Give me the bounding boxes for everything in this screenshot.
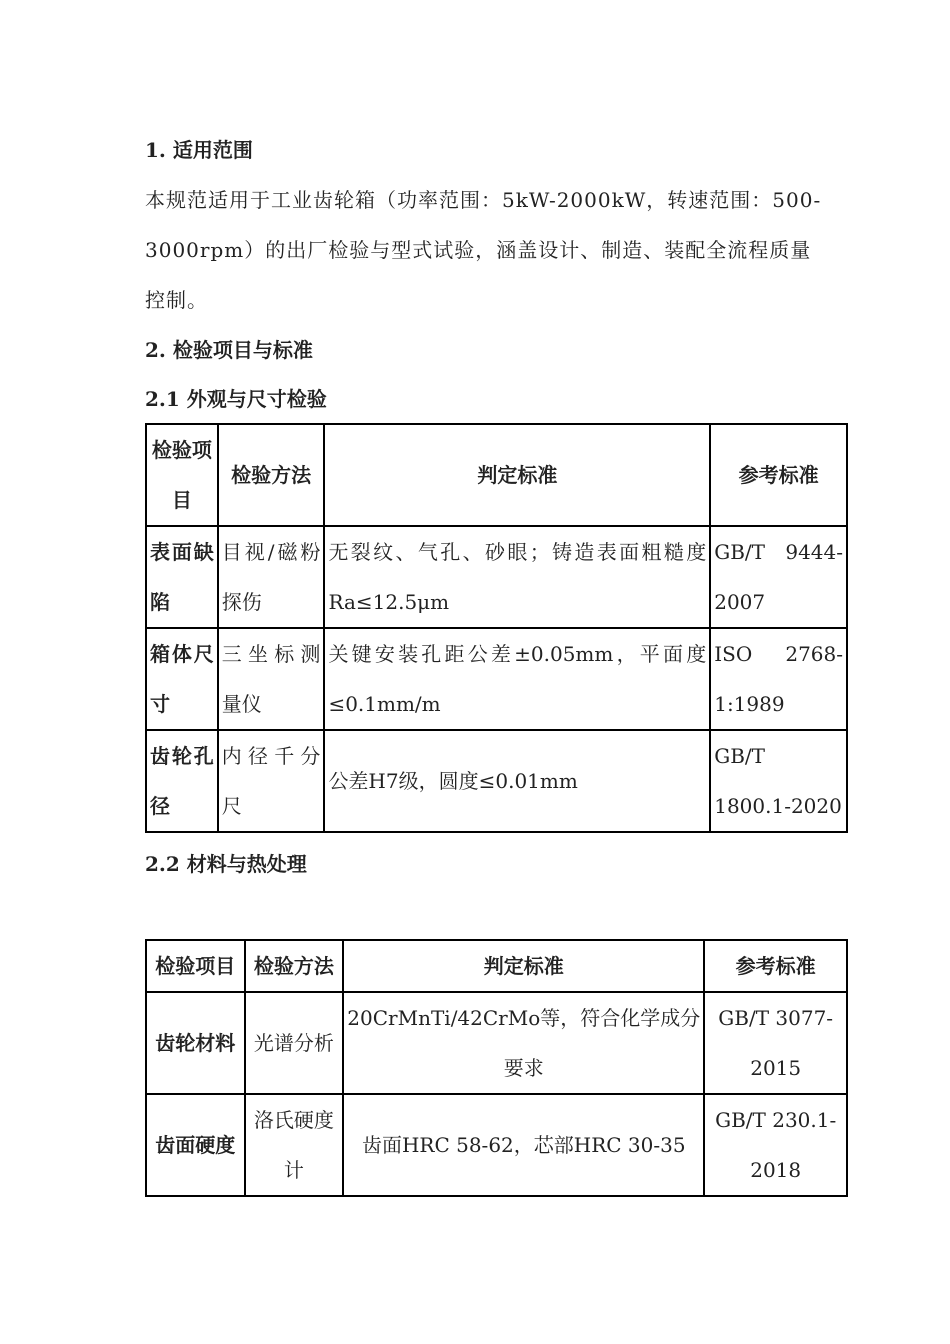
inspection-table-material [145,939,848,1197]
header-cell: 参考标准 [704,940,847,992]
table-row [146,730,847,832]
item-cell: 齿轮材料 [146,992,245,1094]
table-row [146,526,847,628]
table-header-row [146,424,847,526]
header-cell: 检验项目 [146,940,245,992]
header-cell: 检验项目 [146,424,218,526]
ref-cell: GB/T 3077-2015 [704,992,847,1094]
section-2-2-title: 2.2 材料与热处理 [145,852,307,876]
header-cell: 检验方法 [218,424,325,526]
criteria-cell: 无裂纹、气孔、砂眼；铸造表面粗糙度Ra≤12.5μm [324,526,710,628]
header-cell: 判定标准 [343,940,704,992]
inspection-table-appearance [145,423,848,833]
criteria-cell: 公差H7级，圆度≤0.01mm [324,730,710,832]
header-cell: 检验方法 [245,940,344,992]
table-row [146,992,847,1094]
table-row [146,1094,847,1196]
ref-cell: GB/T 230.1-2018 [704,1094,847,1196]
section-1-body: 本规范适用于工业齿轮箱（功率范围：5kW-2000kW，转速范围：500-3000rpm）的出厂检验与型式试验，涵盖设计、制造、装配全流程质量控制。 [145,188,822,312]
item-cell: 齿轮孔径 [146,730,218,832]
header-cell: 参考标准 [710,424,847,526]
ref-cell: GB/T 9444-2007 [710,526,847,628]
section-2-1-title: 2.1 外观与尺寸检验 [145,387,327,411]
method-cell: 洛氏硬度计 [245,1094,344,1196]
section-1-title: 1. 适用范围 [145,138,253,162]
header-cell: 判定标准 [324,424,710,526]
ref-cell: GB/T 1800.1-2020 [710,730,847,832]
method-cell: 目视/磁粉探伤 [218,526,325,628]
item-cell: 表面缺陷 [146,526,218,628]
table-header-row [146,940,847,992]
ref-cell: ISO 2768-1:1989 [710,628,847,730]
criteria-cell: 齿面HRC 58-62，芯部HRC 30-35 [343,1094,704,1196]
method-cell: 内径千分尺 [218,730,325,832]
item-cell: 齿面硬度 [146,1094,245,1196]
criteria-cell: 关键安装孔距公差±0.05mm，平面度≤0.1mm/m [324,628,710,730]
item-cell: 箱体尺寸 [146,628,218,730]
table-row [146,628,847,730]
method-cell: 三坐标测量仪 [218,628,325,730]
section-2-title: 2. 检验项目与标准 [145,338,313,362]
criteria-cell: 20CrMnTi/42CrMo等，符合化学成分要求 [343,992,704,1094]
method-cell: 光谱分析 [245,992,344,1094]
